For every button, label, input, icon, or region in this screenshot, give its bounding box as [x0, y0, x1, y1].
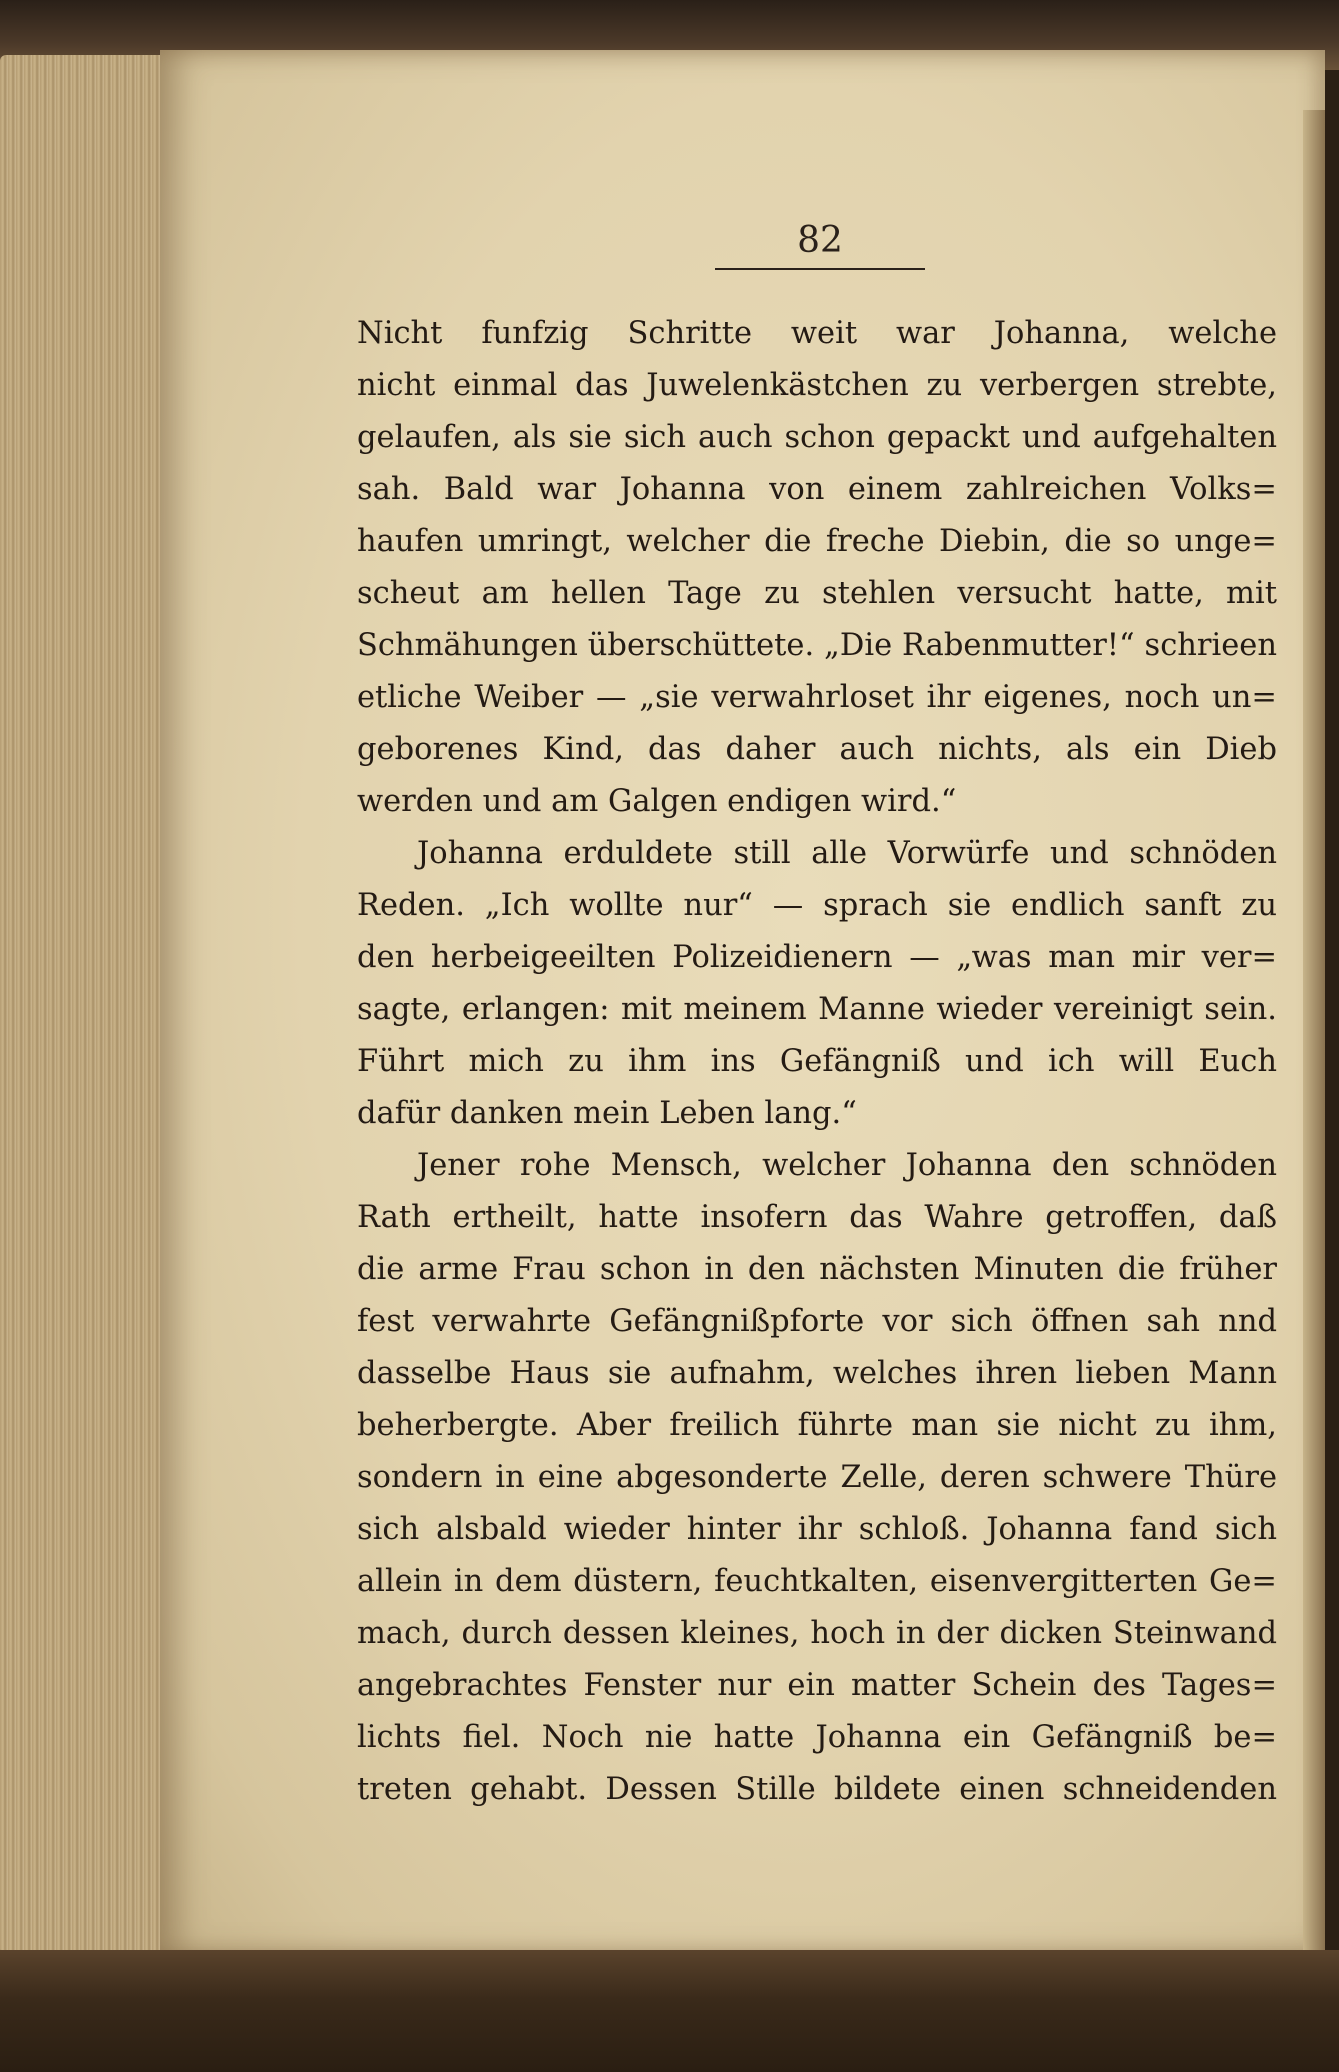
- page-gutter: [1303, 110, 1325, 1990]
- text-line: Schmähungen überschüttete. „Die Rabenmutter!“ schrieen: [357, 628, 1277, 663]
- text-line: Reden. „Ich wollte nur“ — sprach sie endlich sanft zu: [357, 888, 1277, 923]
- text-line: sich alsbald wieder hinter ihr schloß. Johanna fand sich: [357, 1512, 1277, 1547]
- text-line: Rath ertheilt, hatte insofern das Wahre getroffen, daß: [357, 1200, 1277, 1235]
- text-line: lichts fiel. Noch nie hatte Johanna ein Gefängniß be=: [357, 1720, 1277, 1755]
- page-edges-stack: [0, 55, 170, 1955]
- text-line: scheut am hellen Tage zu stehlen versucht hatte, mit: [357, 576, 1277, 611]
- text-line: mach, durch dessen kleines, hoch in der dicken Steinwand: [357, 1616, 1277, 1651]
- text-line: den herbeigeeilten Polizeidienern — „was man mir ver=: [357, 940, 1277, 975]
- text-line: Nicht funfzig Schritte weit war Johanna, welche: [357, 316, 1277, 351]
- page-number: 82: [797, 220, 843, 261]
- text-line: die arme Frau schon in den nächsten Minuten die früher: [357, 1252, 1277, 1287]
- text-line: nicht einmal das Juwelenkästchen zu verbergen strebte,: [357, 368, 1277, 403]
- text-line: dafür danken mein Leben lang.“: [357, 1096, 857, 1131]
- book-bottom-edge: [0, 1950, 1339, 2072]
- text-line: werden und am Galgen endigen wird.“: [357, 784, 957, 819]
- text-line: sagte, erlangen: mit meinem Manne wieder vereinigt sein.: [357, 992, 1277, 1027]
- text-line: sondern in eine abgesonderte Zelle, deren schwere Thüre: [357, 1460, 1277, 1495]
- text-line: haufen umringt, welcher die freche Diebin, die so unge=: [357, 524, 1277, 559]
- text-line: gelaufen, als sie sich auch schon gepackt und aufgehalten: [357, 420, 1277, 455]
- text-line: angebrachtes Fenster nur ein matter Schein des Tages=: [357, 1668, 1277, 1703]
- text-line: fest verwahrte Gefängnißpforte vor sich öffnen sah nnd: [357, 1304, 1277, 1339]
- body-text: [357, 308, 1277, 1816]
- text-line: allein in dem düstern, feuchtkalten, eisenvergitterten Ge=: [357, 1564, 1277, 1599]
- page-number-rule: [715, 268, 925, 270]
- text-line: Führt mich zu ihm ins Gefängniß und ich will Euch: [357, 1044, 1277, 1079]
- text-line: Johanna erduldete still alle Vorwürfe und schnöden: [417, 836, 1277, 871]
- text-line: Jener rohe Mensch, welcher Johanna den schnöden: [417, 1148, 1277, 1183]
- text-line: beherbergte. Aber freilich führte man sie nicht zu ihm,: [357, 1408, 1277, 1443]
- text-line: geborenes Kind, das daher auch nichts, als ein Dieb: [357, 732, 1277, 767]
- text-line: etliche Weiber — „sie verwahrloset ihr eigenes, noch un=: [357, 680, 1277, 715]
- text-line: sah. Bald war Johanna von einem zahlreichen Volks=: [357, 472, 1277, 507]
- text-line: treten gehabt. Dessen Stille bildete einen schneidenden: [357, 1772, 1277, 1807]
- text-line: dasselbe Haus sie aufnahm, welches ihren lieben Mann: [357, 1356, 1277, 1391]
